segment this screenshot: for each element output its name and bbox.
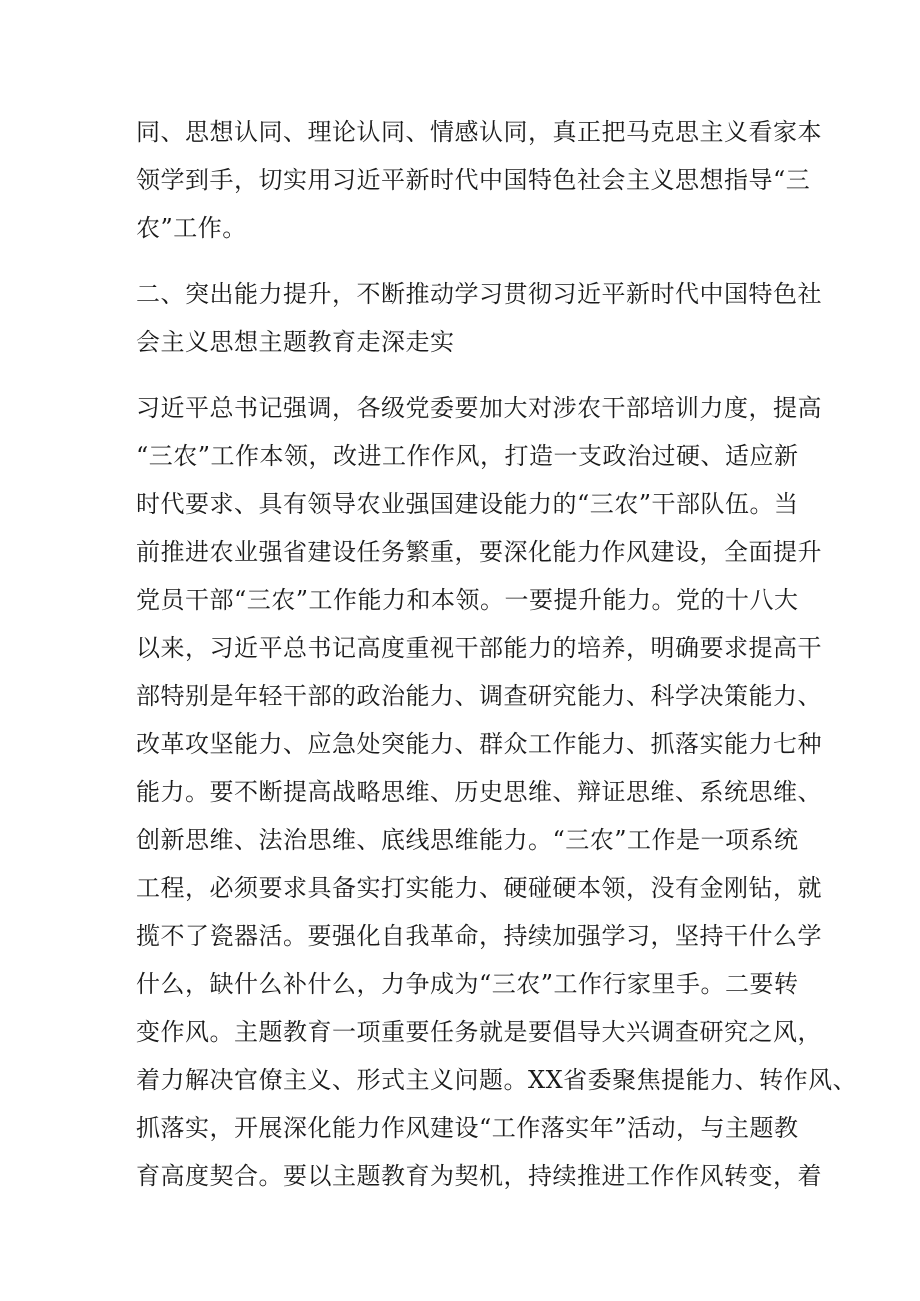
heading-line: 会主义思想主题教育走深走实 (136, 328, 455, 356)
text-line: 党员干部“三农”工作能力和本领。一要提升能力。党的十八大 (136, 586, 799, 614)
text-line: 抓落实，开展深化能力作风建设“工作落实年”活动，与主题教 (136, 1114, 799, 1142)
text-line: 部特别是年轻干部的政治能力、调查研究能力、科学决策能力、 (136, 682, 822, 710)
text-line: 揽不了瓷器活。要强化自我革命，持续加强学习，坚持干什么学 (136, 922, 822, 950)
text-line: 时代要求、具有领导农业强国建设能力的“三农”干部队伍。当 (136, 490, 799, 518)
text-line: 能力。要不断提高战略思维、历史思维、辩证思维、系统思维、 (136, 778, 822, 806)
text-line: 农”工作。 (136, 214, 247, 242)
paragraph-continuation (136, 108, 822, 252)
section-heading (136, 270, 822, 366)
text-line: 创新思维、法治思维、底线思维能力。“三农”工作是一项系统 (136, 826, 799, 854)
document-page (136, 108, 858, 1200)
text-line: 变作风。主题教育一项重要任务就是要倡导大兴调查研究之风， (136, 1018, 822, 1046)
text-line: 工程，必须要求具备实打实能力、硬碰硬本领，没有金刚钻，就 (136, 874, 822, 902)
text-line: 习近平总书记强调，各级党委要加大对涉农干部培训力度，提高 (136, 394, 822, 422)
text-line: 改革攻坚能力、应急处突能力、群众工作能力、抓落实能力七种 (136, 730, 822, 758)
paragraph-gap (136, 252, 796, 270)
text-line: 领学到手，切实用习近平新时代中国特色社会主义思想指导“三 (136, 166, 811, 194)
text-line: 以来，习近平总书记高度重视干部能力的培养，明确要求提高干 (136, 634, 822, 662)
text-line: 着力解决官僚主义、形式主义问题。XX省委聚焦提能力、转作风、 (136, 1066, 858, 1094)
heading-line: 二、突出能力提升，不断推动学习贯彻习近平新时代中国特色社 (136, 280, 822, 308)
text-line: 前推进农业强省建设任务繁重，要深化能力作风建设，全面提升 (136, 538, 822, 566)
text-line: 什么，缺什么补什么，力争成为“三农”工作行家里手。二要转 (136, 970, 799, 998)
text-line: 育高度契合。要以主题教育为契机，持续推进工作作风转变，着 (136, 1162, 822, 1190)
text-line: 同、思想认同、理论认同、情感认同，真正把马克思主义看家本 (136, 118, 822, 146)
paragraph-gap (136, 366, 796, 384)
body-paragraph (136, 384, 858, 1200)
text-line: “三农”工作本领，改进工作作风，打造一支政治过硬、适应新 (136, 442, 799, 470)
